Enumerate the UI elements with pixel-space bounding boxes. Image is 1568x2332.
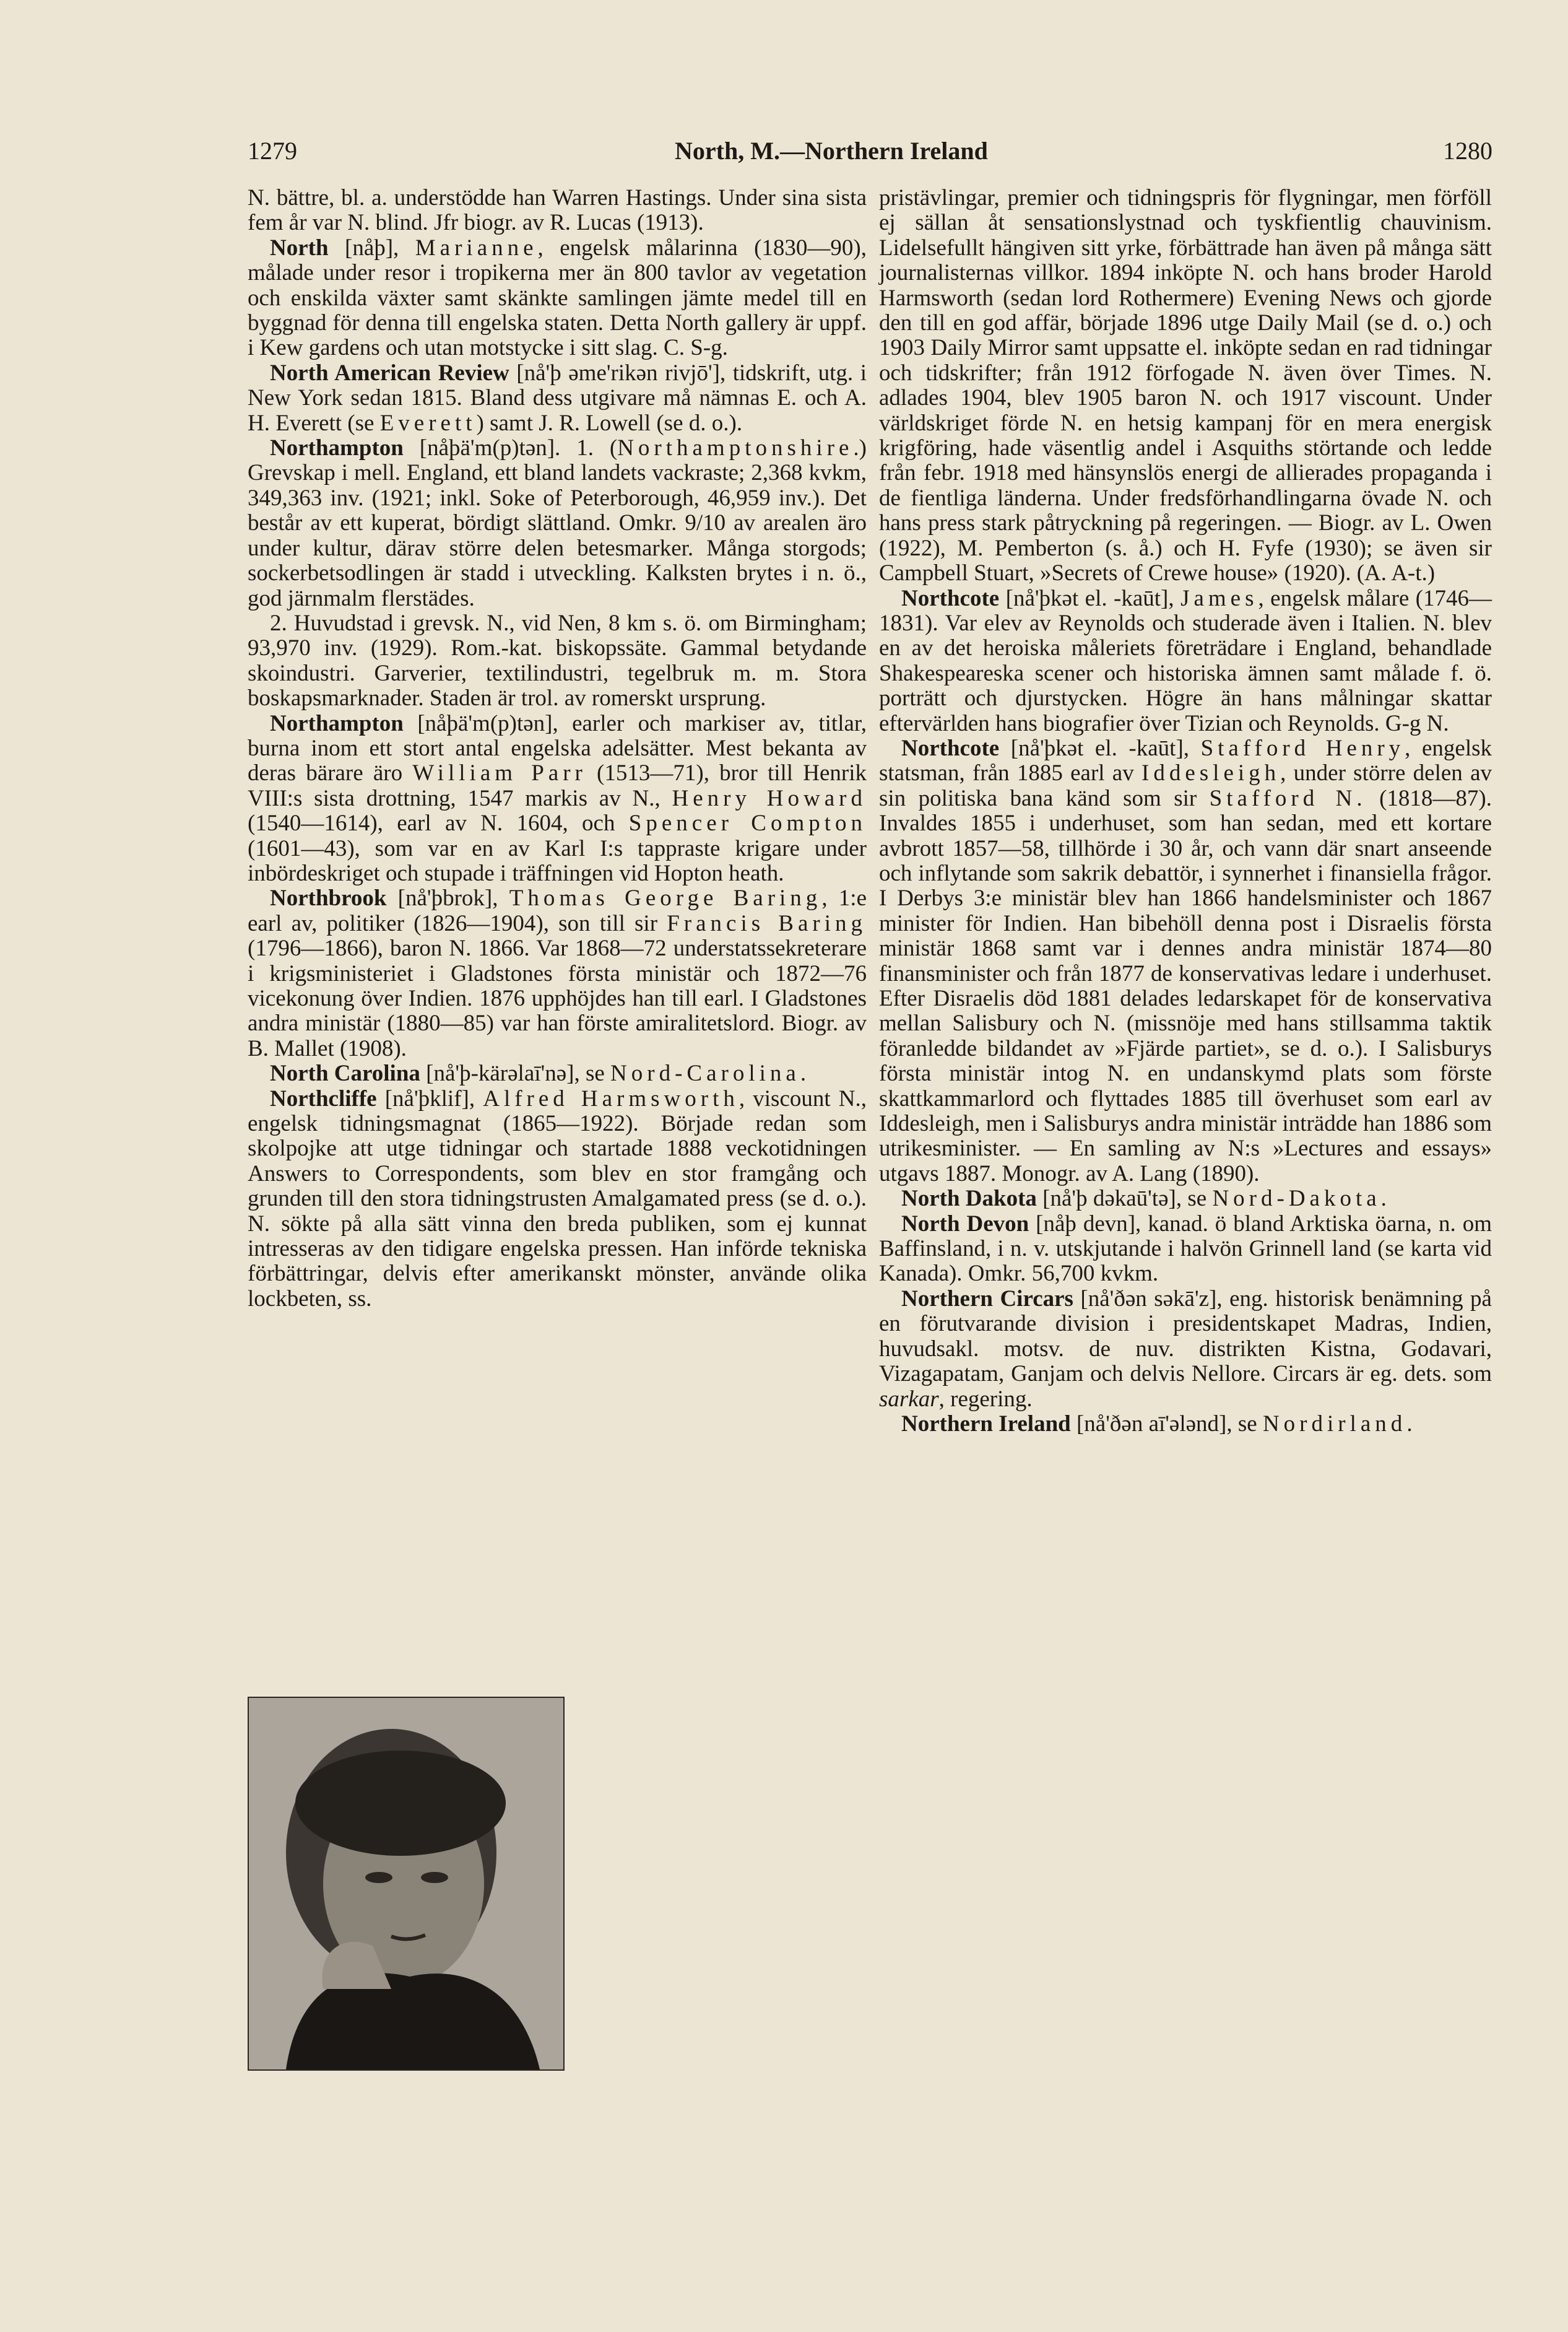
person-name: Francis Baring [667,910,867,936]
person-name: Marianne [415,235,538,261]
headword: North Carolina [270,1061,420,1087]
person-name: Stafford N. [1209,785,1367,811]
headword: Northcliffe [270,1086,377,1112]
page-number-left: 1279 [248,137,297,165]
person-name: Thomas George Baring [509,885,822,911]
headword: Northcote [901,585,1000,611]
entry-northampton-county: Northampton [nåþä'm(p)tən]. 1. (Northamptonshire.) Grevskap i mell. England, ett bland landets vackraste; 2,368 kvkm, 349,363 inv. (1921; inkl. Soke of Peterborough, 46,959 inv.). Det består av ett kuperat, bördigt slättland. Omkr. 9/10 av arealen äro under kultur, därav större delen betesmarker. Många storgods; sockerbetsodlingen är stadd i utveckling. Kalksten brytes i n. ö., god järnmalm flerstädes. [248,435,867,611]
person-name: Stafford Henry [1200,735,1405,761]
headword: Northcote [901,735,1000,761]
entry-northcote-james: Northcote [nå'þkət el. -kaūt], James, engelsk målare (1746—1831). Var elev av Reynolds och studerade även i Italien. N. blev en av det heroiska måleriets företrädare i England, behandlade Shakespeareska scener och historiska ämnen samt målade f. ö. porträtt och djurstycken. Högre än hans målningar skattar eftervärlden hans biografier över Tizian och Reynolds. G-g N. [879,585,1492,736]
person-name: Henry Howard [672,785,867,811]
entry-northern-ireland: Northern Ireland [nå'ðən aī'ələnd], se Nordirland. [901,1411,1413,1437]
author-signature: C. S-g. [664,335,728,361]
page-number-right: 1280 [1443,137,1492,165]
headword: North American Review [270,360,509,386]
cross-reference: Everett [379,410,477,436]
headword: Northampton [270,710,404,736]
running-head: North, M.—Northern Ireland [675,137,988,165]
author-signature: G-g N. [1385,710,1449,736]
person-name: Alfred Harmsworth [483,1086,739,1112]
title-name: Iddesleigh [1141,760,1281,786]
entry-northampton-town: 2. Huvudstad i grevsk. N., vid Nen, 8 km s. ö. om Birmingham; 93,970 inv. (1929). Rom.-kat. biskopssäte. Gammal betydande skoindustri. Garverier, textilindustri, tegelbruk m. m. Stora boskapsmarknader. Staden är trol. av romerskt ursprung. [248,610,867,711]
entry-north-devon: North Devon [nåþ devn], kanad. ö bland Arktiska öarna, n. om Baffinsland, i n. v. utskjutande i halvön Grinnell land (se karta vid Kanada). Omkr. 56,700 kvkm. [879,1211,1492,1287]
headword: North Devon [901,1211,1029,1237]
headword: North [270,235,329,261]
cross-reference: Nord-Dakota [1212,1186,1381,1212]
entry-northcote-stafford: Northcote [nå'þkət el. -kaūt], Stafford Henry, engelsk statsman, från 1885 earl av Iddesleigh, under större delen av sin politiska bana känd som sir Stafford N. (1818—87). Invaldes 1855 i underhuset, som han sedan, med ett kortare avbrott 1857—58, tillhörde i 30 år, och vann där snart anseende och inflytande som sakrik debattör, i synnerhet i finansiella frågor. I Derbys 3:e ministär blev han 1866 handelsminister och 1867 minister för Indien. Han bibehöll denna post i Disraelis första ministär 1868 samt var i dennes andra ministär 1874—80 finansminister och från 1877 de konservativas ledare i underhuset. Efter Disraelis död 1881 delades ledarskapet för de konservativa mellan Salisbury och N. (missnöje med hans stillsamma taktik föranledde bildandet av »Fjärde partiet», se d. o.). I Salisburys första ministär intog N. en undanskymd plats som förste skattkammarlord och flyttades 1885 till överhuset som earl av Iddesleigh, men i Salisburys andra ministär inträdde han 1886 som utrikesminister. — En samling av N:s »Lectures and essays» utgavs 1887. Monogr. av A. Lang (1890). [879,735,1492,1186]
entry-north-marianne: North [nåþ], Marianne, engelsk målarinna (1830—90), målade under resor i tropikerna mer än 800 tavlor av vegetation och enskilda växter samt skänkte samlingen jämte medel till en byggnad för denna till engelska staten. Detta North gallery är uppf. i Kew gardens och utan motstycke i sitt slag. C. S-g. [248,235,867,361]
entry-north-dakota: North Dakota [nå'þ dəkaū'tə], se Nord-Dakota. [901,1186,1387,1212]
cross-reference: Nord-Carolina [610,1061,800,1087]
entry-northbrook: Northbrook [nå'þbrok], Thomas George Baring, 1:e earl av, politiker (1826—1904), son till sir Francis Baring (1796—1866), baron N. 1866. Var 1868—72 understatssekreterare i krigsministeriet i Gladstones första ministär och 1872—76 vicekonung över Indien. 1876 upphöjdes han till earl. I Gladstones andra ministär (1880—85) var han förste amiralitetslord. Biogr. av B. Mallet (1908). [248,885,867,1061]
place-name: Northamptonshire [617,435,854,461]
headword: Northbrook [270,885,387,911]
entry-northcliffe-continued: pristävlingar, premier och tidningspris för flygningar, men förföll ej sällan åt sensationslystnad och tyskfientlig chauvinism. Lidelsefullt hängiven sitt yrke, förbättrade han även på många sätt journalisternas villkor. 1894 inköpte N. och hans broder Harold Harmsworth (sedan lord Rothermere) Evening News och gjorde den till en god affär, började 1896 utge Daily Mail (se d. o.) och 1903 Daily Mirror samt uppsatte el. inköpte sedan en rad tidningar och tidskrifter; från 1912 förfogade N. även över Times. N. adlades 1904, blev 1905 baron N. och 1917 viscount. Under världskriget förde N. en hetsig kampanj för en mera energisk krigföring, hade väsentlig andel i Asquiths störtande och ledde från febr. 1918 med hänsynslös energi de allierades propaganda i de fientliga länderna. Under fredsförhandlingarna övade N. och hans press stark påtryckning på regeringen. — Biogr. av L. Owen (1922), M. Pemberton (s. å.) och H. Fyfe (1930); se även sir Campbell Stuart, »Secrets of Crewe house» (1920). (A. A-t.) [879,185,1492,586]
entry-northampton-earls: Northampton [nåþä'm(p)tən], earler och markiser av, titlar, burna inom ett stort antal engelska adelsätter. Mest bekanta av deras bärare äro William Parr (1513—71), bror till Henrik VIII:s sista drottning, 1547 markis av N., Henry Howard (1540—1614), earl av N. 1604, och Spencer Compton (1601—43), som var en av Karl I:s tappraste krigare under inbördeskriget och stupade i träffningen vid Hopton heath. [248,710,867,886]
entry-north-carolina: North Carolina [nå'þ-kärəlaī'nə], se Nord-Carolina. [270,1061,807,1087]
person-name: Spencer Compton [628,811,867,837]
headword: Northern Ireland [901,1411,1071,1437]
headword: Northern Circars [901,1286,1073,1312]
headword: Northampton [270,435,404,461]
person-name: James [1180,585,1258,611]
cross-reference: Nordirland [1262,1411,1407,1437]
entry-northern-circars: Northern Circars [nå'ðən səkā'z], eng. historisk benämning på en förutvarande division i presidentskapet Madras, Indien, huvudsakl. motsv. de nuv. distrikten Kistna, Godavari, Vizagapatam, Ganjam och delvis Nellore. Circars är eg. dets. som sarkar, regering. [879,1286,1492,1412]
entry-continuation: N. bättre, bl. a. understödde han Warren Hastings. Under sina sista fem år var N. blind. Jfr biogr. av R. Lucas (1913). [248,185,867,236]
portrait-photo-icon [248,1697,565,2071]
right-column [879,186,1492,1437]
entry-north-american-review: North American Review [nå'þ əme'rikən rivjō'], tidskrift, utg. i New York sedan 1815. Bland dess utgivare må nämnas E. och A. H. Everett (se Everett) samt J. R. Lowell (se d. o.). [248,360,867,436]
person-name: William Parr [412,760,587,786]
entry-northcliffe: Northcliffe [nå'þklif], Alfred Harmsworth, viscount N., engelsk tidningsmagnat (1865—1922). Började redan som skolpojke att utge tidningar och startade 1888 veckotidningen Answers to Correspondents, som blev en stor framgång och grunden till den stora tidningstrusten Amalgamated press (se d. o.). N. sökte på alla sätt vinna den breda publiken, som ej kunnat intresseras av den tidigare engelska pressen. Han införde tekniska förbättringar, delvis efter amerikanskt mönster, använde olika lockbeten, ss. [248,1086,867,1312]
headword: North Dakota [901,1186,1037,1212]
left-column [248,186,867,1312]
author-signature: (A. A-t.) [1356,560,1436,586]
